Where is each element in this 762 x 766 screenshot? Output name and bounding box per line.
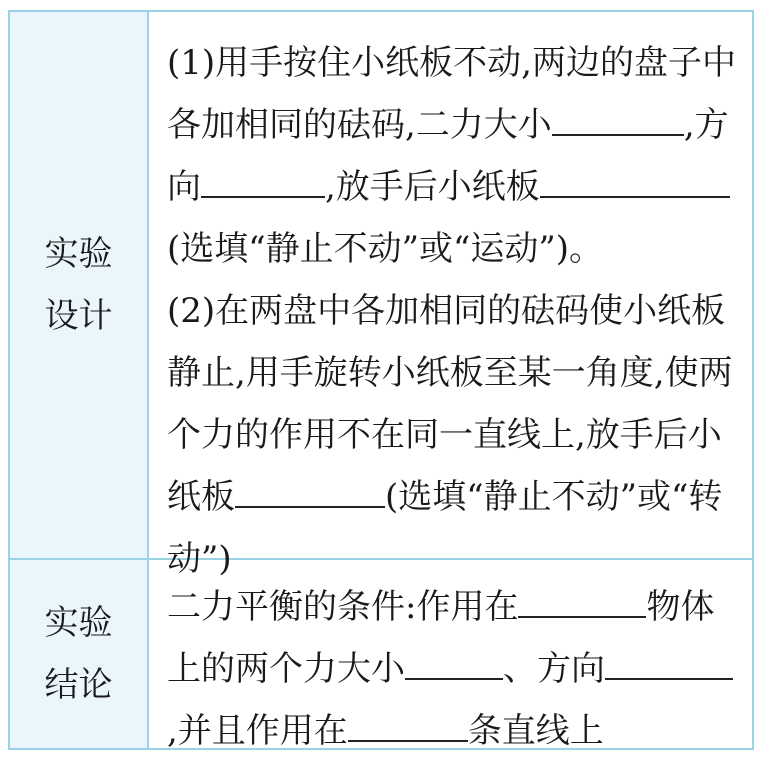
conclusion-text-b: 物体上的两个力大小	[167, 587, 715, 689]
conclusion-text-e: 条直线上	[467, 711, 604, 751]
blank-direction[interactable]	[605, 640, 733, 680]
blank-force-direction[interactable]	[201, 158, 325, 198]
design-header	[10, 12, 149, 558]
design-row	[10, 12, 752, 579]
blank-magnitude[interactable]	[405, 640, 503, 680]
design-header-line2: 设计	[44, 296, 113, 336]
conclusion-row	[10, 560, 752, 751]
blank-board-state-2[interactable]	[235, 468, 385, 508]
blank-line-count[interactable]	[348, 702, 468, 742]
blank-same-object[interactable]	[518, 578, 646, 618]
design-paragraph-2	[167, 280, 738, 590]
design-p2-text-b: (选填“静止不动”或“转动”)	[167, 477, 723, 579]
conclusion-text-a: 二力平衡的条件:作用在	[167, 587, 519, 627]
design-paragraph-1	[167, 32, 738, 280]
experiment-table	[8, 10, 754, 750]
design-header-line1: 实验	[44, 234, 113, 274]
blank-force-magnitude[interactable]	[552, 96, 684, 136]
conclusion-header	[10, 560, 149, 748]
conclusion-header-line1: 实验	[44, 603, 113, 643]
conclusion-paragraph	[167, 576, 738, 762]
conclusion-header-line2: 结论	[44, 665, 113, 705]
blank-board-state-1[interactable]	[540, 158, 730, 198]
design-p1-text-b: ,方向	[167, 105, 729, 207]
design-p1-text-c: ,放手后小纸板	[325, 167, 540, 207]
conclusion-text-c: 、方向	[503, 649, 605, 689]
design-p1-text-a: (1)用手按住小纸板不动,两边的盘子中各加相同的砝码,二力大小	[167, 43, 736, 145]
design-p1-text-d: (选填“静止不动”或“运动”)。	[167, 229, 604, 269]
conclusion-content	[149, 560, 752, 751]
design-content	[149, 12, 752, 579]
design-p2-text-a: (2)在两盘中各加相同的砝码使小纸板静止,用手旋转小纸板至某一角度,使两个力的作用不在同一直线上,放手后小纸板	[167, 291, 733, 517]
conclusion-text-d: ,并且作用在	[167, 711, 348, 751]
